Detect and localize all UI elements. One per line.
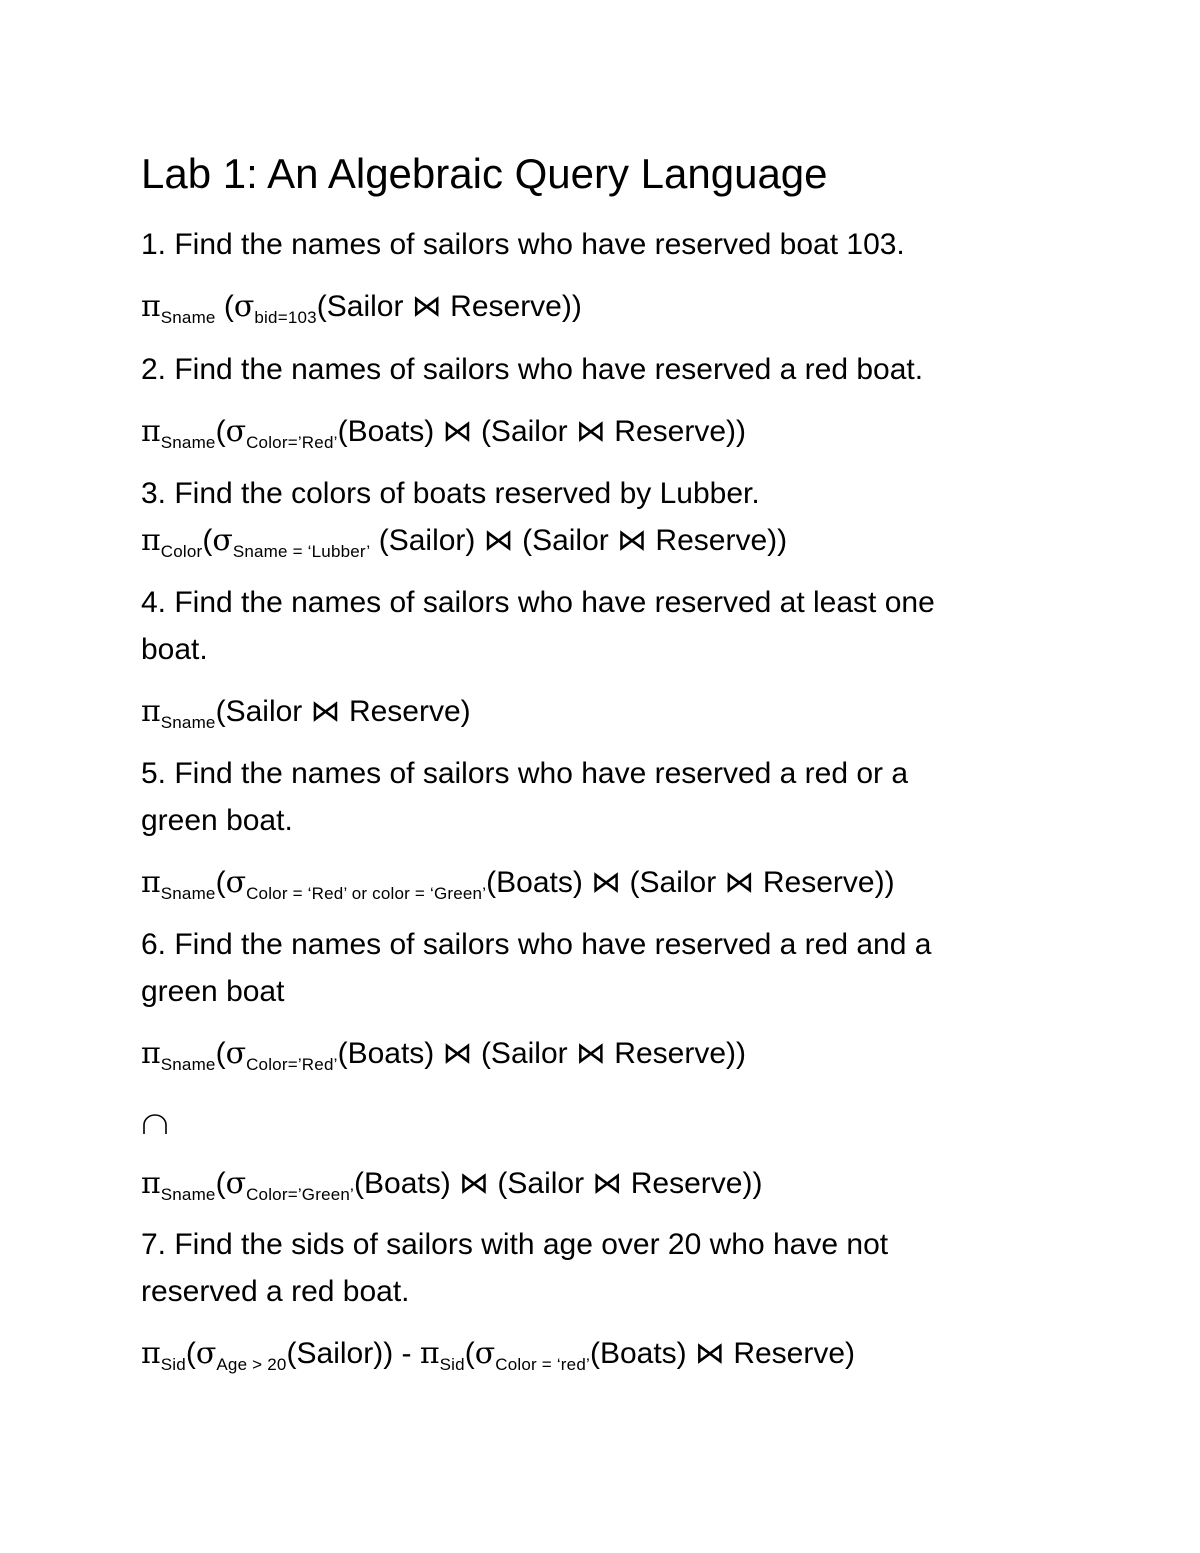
projection-subscript: Sname (160, 884, 216, 903)
question-3: 3. Find the colors of boats reserved by Lubber. (141, 477, 760, 510)
expression-2: $\pi_{Sname}(\sigma_{Color=’Red’}(Boats)$ ⋈ (Sailor ⋈ Reserve)) (141, 414, 746, 452)
projection-symbol: π (141, 289, 161, 324)
expression-4 (141, 694, 471, 732)
projection-symbol: π (141, 694, 161, 729)
expression-rest: (Boats) ⋈ (Sailor ⋈ Reserve)) (486, 866, 895, 899)
projection-symbol: π (141, 1336, 161, 1371)
projection-symbol: π (141, 865, 161, 900)
question-1: 1. Find the names of sailors who have reserved boat 103. (141, 228, 905, 261)
projection-subscript: Sid (439, 1355, 465, 1374)
selection-symbol: σ (225, 414, 247, 449)
expression-rest: (Boats) ⋈ (Sailor ⋈ Reserve)) (337, 415, 746, 448)
selection-subscript: Color=’Red’ (246, 433, 338, 452)
expression-rest: (Sailor ⋈ Reserve) (215, 695, 471, 728)
expression-1: $\pi_{Sname}$ ($\sigma_{bid=103}(Sailor$ ⋈ Reserve)) (141, 289, 582, 327)
selection-symbol: σ (225, 865, 247, 900)
projection-subscript: Sname (160, 1055, 216, 1074)
selection-symbol: σ (474, 1336, 496, 1371)
question-6-line-1: 6. Find the names of sailors who have reserved a red and a (141, 928, 932, 961)
selection-subscript: Color=’Green’ (246, 1185, 355, 1204)
selection-subscript: bid=103 (254, 308, 317, 327)
selection-subscript: Color=’Red’ (246, 1055, 338, 1074)
expression-right-rest: (Boats) ⋈ Reserve) (589, 1337, 856, 1370)
selection-subscript: Sname = ‘Lubber’ (232, 542, 371, 561)
question-2: 2. Find the names of sailors who have reserved a red boat. (141, 353, 924, 386)
projection-symbol: π (141, 1036, 161, 1071)
selection-symbol: σ (195, 1336, 217, 1371)
selection-symbol: σ (212, 523, 233, 558)
expression-6b: $\pi_{Sname}(\sigma_{Color=’Green’}(Boats)$ ⋈ (Sailor ⋈ Reserve)) (141, 1166, 763, 1204)
expression-rest: (Boats) ⋈ (Sailor ⋈ Reserve)) (354, 1167, 763, 1200)
projection-symbol: π (141, 414, 161, 449)
intersection-icon (140, 1113, 170, 1135)
question-4-line-2: boat. (141, 633, 208, 666)
projection-subscript: Sname (160, 713, 216, 732)
projection-subscript: Sid (160, 1355, 186, 1374)
projection-symbol: π (419, 1336, 440, 1371)
expression-left-rest: (Sailor)) - (286, 1337, 420, 1370)
expression-3: $\pi_{Color}(\sigma_{Sname = ‘Lubber’}$ (Sailor) ⋈ (Sailor ⋈ Reserve)) (141, 523, 788, 561)
selection-subscript: Color = ‘Red’ or color = ‘Green’ (246, 884, 487, 903)
expression-rest: (Sailor ⋈ Reserve)) (316, 290, 582, 323)
projection-subscript: Color (160, 542, 203, 561)
question-5-line-1: 5. Find the names of sailors who have reserved a red or a (141, 757, 909, 790)
expression-6a: $\pi_{Sname}(\sigma_{Color=’Red’}(Boats)$ ⋈ (Sailor ⋈ Reserve)) (141, 1036, 746, 1074)
expression-7: $\pi_{Sid}(\sigma_{Age > 20}(Sailor))$ - $\pi_{Sid}(\sigma_{Color = ‘red’}(Boats)$ ⋈ Reserve) (141, 1336, 856, 1374)
expression-5: $\pi_{Sname}(\sigma_{Color = ‘Red’ or color = ‘Green’}(Boats)$ ⋈ (Sailor ⋈ Reserve)) (141, 865, 895, 903)
projection-symbol: π (141, 1166, 161, 1201)
question-7-line-2: reserved a red boat. (141, 1275, 410, 1308)
question-4-line-1: 4. Find the names of sailors who have reserved at least one (141, 586, 935, 619)
question-7-line-1: 7. Find the sids of sailors with age over 20 who have not (141, 1228, 889, 1261)
projection-subscript: Sname (160, 308, 216, 327)
question-6-line-2: green boat (141, 975, 285, 1008)
expression-rest: (Boats) ⋈ (Sailor ⋈ Reserve)) (337, 1037, 746, 1070)
selection-subscript: Age > 20 (216, 1355, 287, 1374)
projection-symbol: π (141, 523, 161, 558)
projection-subscript: Sname (160, 1185, 216, 1204)
selection-symbol: σ (233, 289, 255, 324)
selection-subscript: Color = ‘red’ (495, 1355, 590, 1374)
expression-rest: (Sailor) ⋈ (Sailor ⋈ Reserve)) (370, 524, 788, 557)
selection-symbol: σ (225, 1036, 247, 1071)
selection-symbol: σ (225, 1166, 247, 1201)
page-title: Lab 1: An Algebraic Query Language (141, 150, 828, 197)
question-5-line-2: green boat. (141, 804, 293, 837)
projection-subscript: Sname (160, 433, 216, 452)
